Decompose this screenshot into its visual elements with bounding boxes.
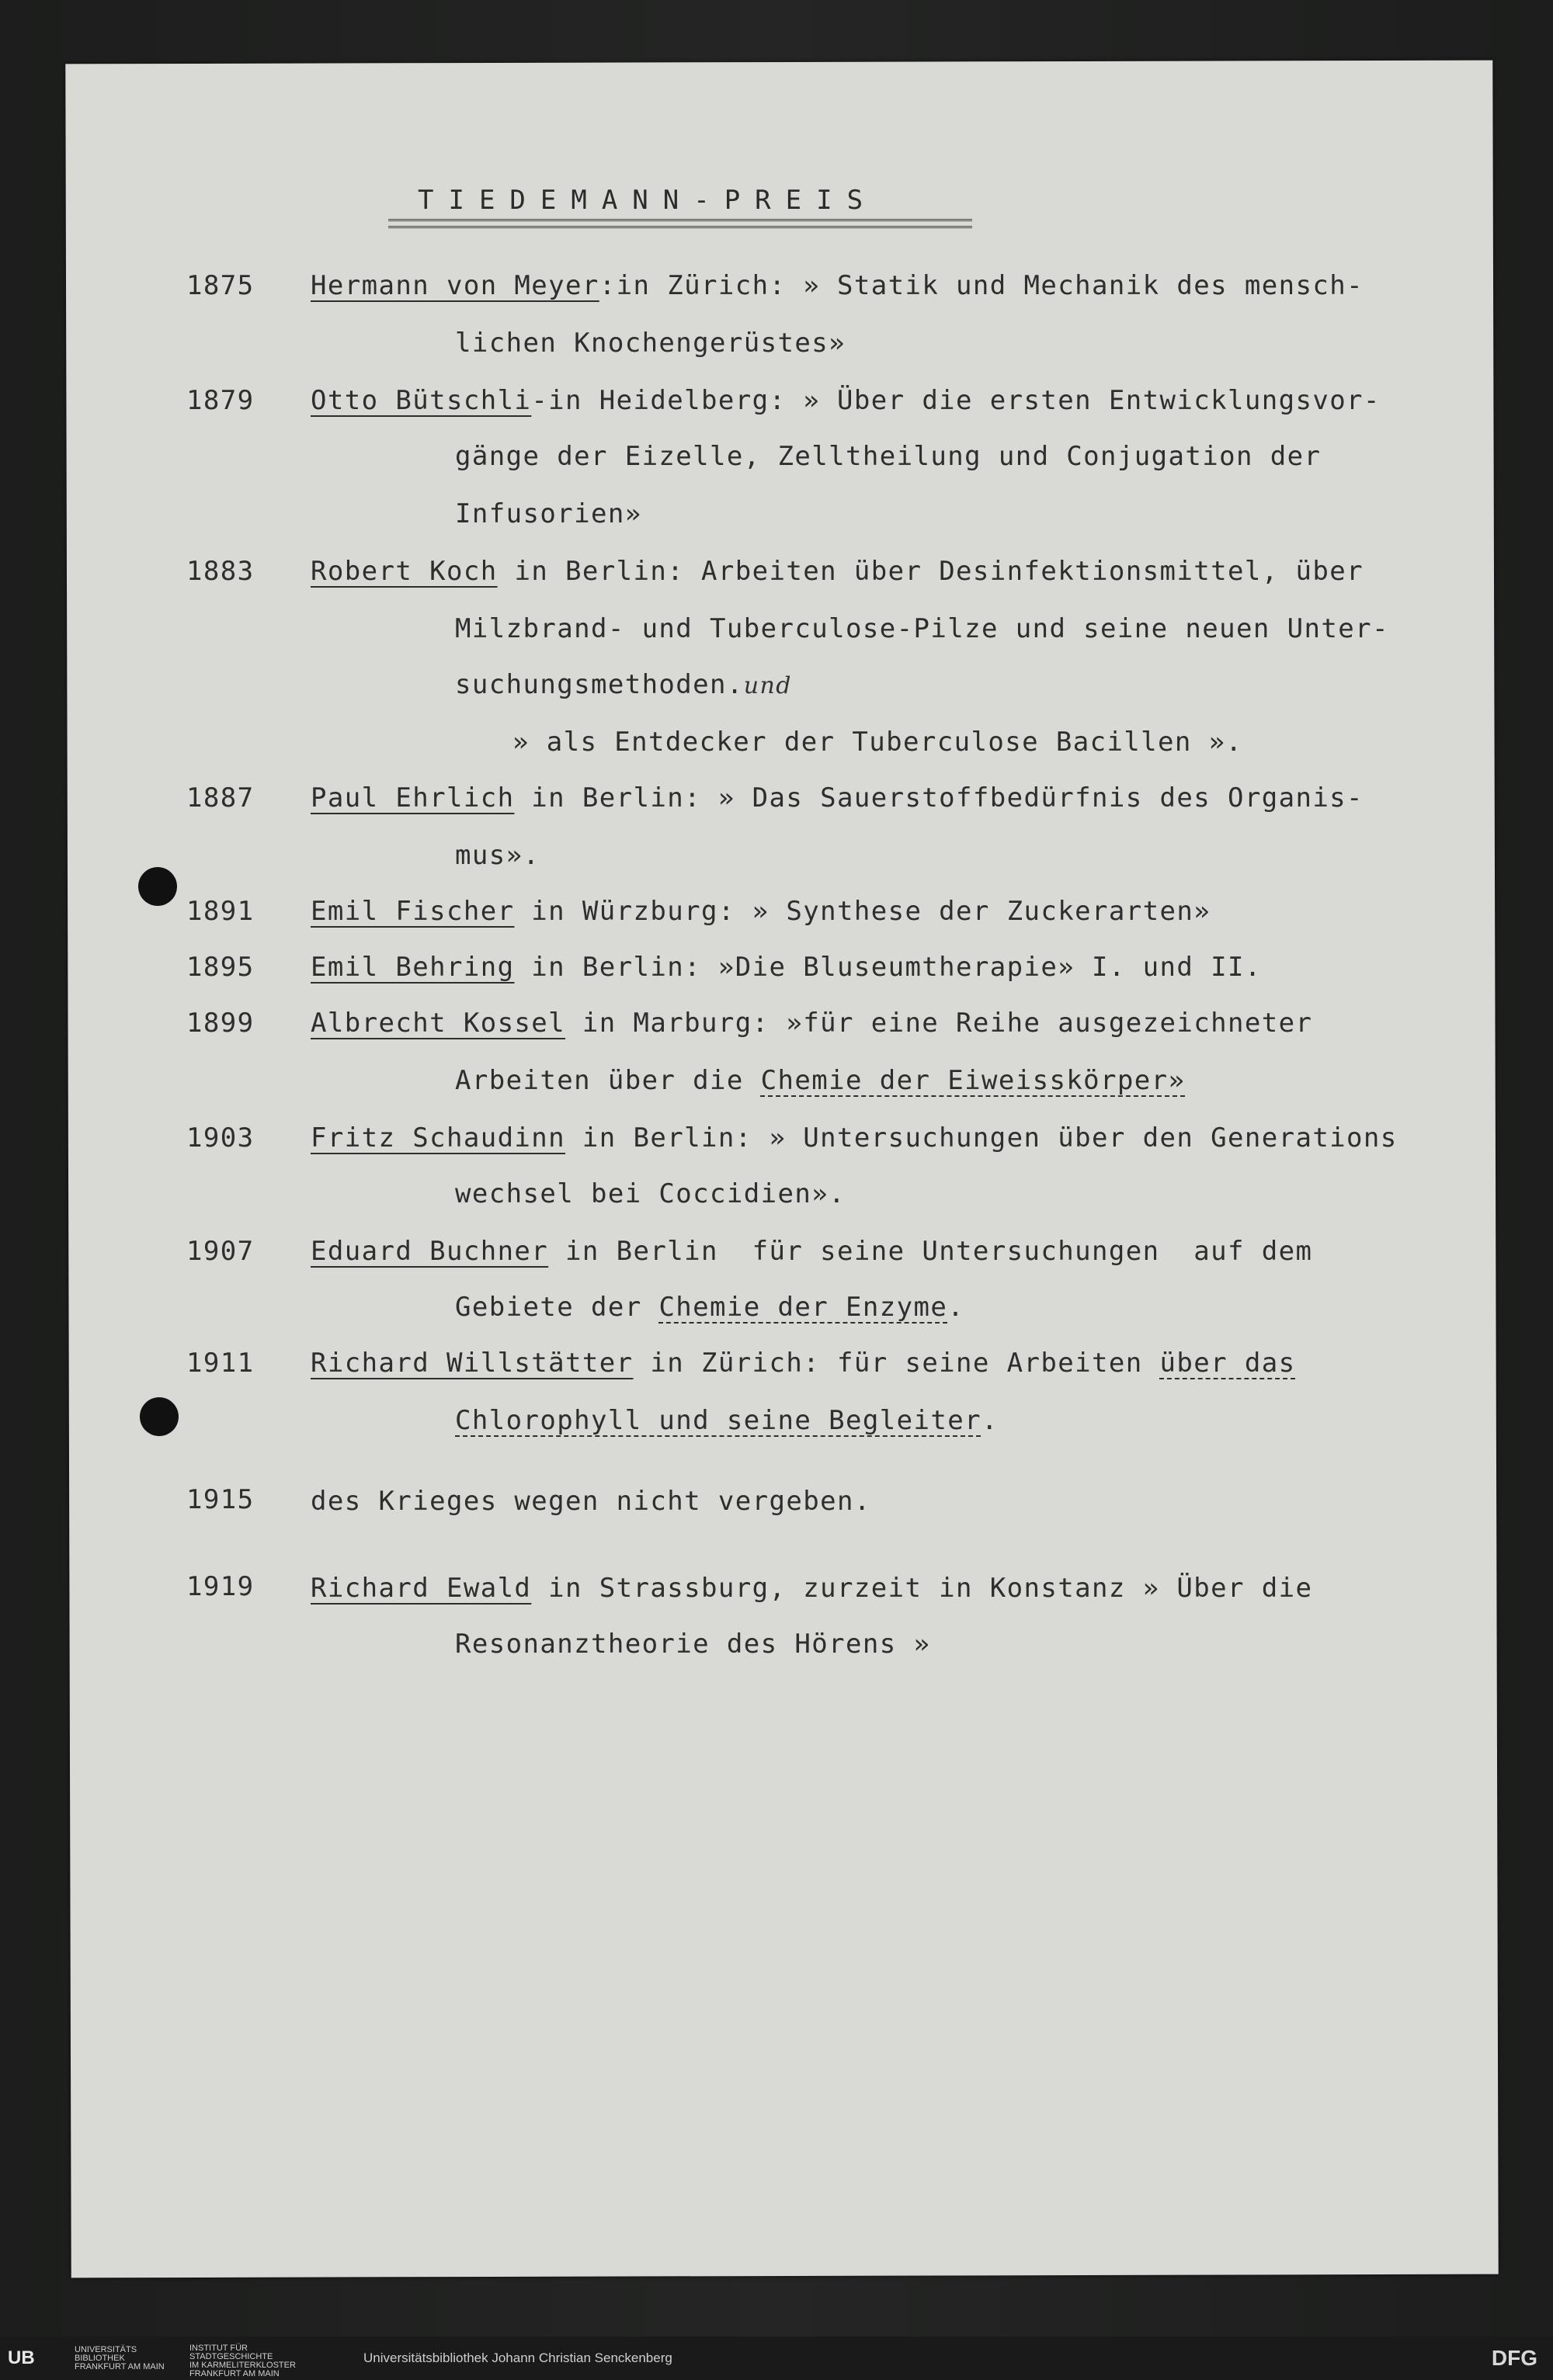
entry-1883-year: 1883 (186, 556, 255, 587)
entry-text: in Berlin: » Untersuchungen über den Generations (565, 1122, 1398, 1154)
entry-1899-year: 1899 (186, 1008, 255, 1039)
entry-1903-year: 1903 (186, 1122, 255, 1154)
entry-1895-line1 (311, 952, 1262, 983)
inst-line: IM KARMELITERKLOSTER (189, 2361, 296, 2370)
entry-1875-year: 1875 (186, 270, 255, 301)
entry-1879-year: 1879 (186, 385, 255, 416)
entry-text: in Berlin: »Die Bluseumtherapie» I. und II. (514, 952, 1262, 983)
laureate-name: Hermann von Meyer (311, 270, 599, 301)
laureate-name: Albrecht Kossel (311, 1008, 566, 1039)
ub-line: FRANKFURT AM MAIN (75, 2362, 165, 2371)
entry-1915-year: 1915 (186, 1484, 255, 1515)
entry-text: suchungsmethoden. (455, 669, 744, 700)
laureate-name: Paul Ehrlich (311, 782, 515, 814)
underlined-topic: Chlorophyll und seine Begleiter (455, 1405, 981, 1436)
laureate-name: Richard Ewald (311, 1573, 532, 1604)
entry-1875-line2: lichen Knochengerüstes» (455, 328, 846, 359)
entry-1879-line1 (311, 385, 1381, 416)
entry-text: Gebiete der (455, 1292, 659, 1323)
inst-line: STADTGESCHICHTE (189, 2352, 273, 2361)
entry-text: :in Zürich: » Statik und Mechanik des mensch- (599, 270, 1364, 301)
entry-1903-line1 (311, 1122, 1398, 1154)
entry-1887-year: 1887 (186, 782, 255, 814)
inst-line: FRANKFURT AM MAIN (189, 2369, 280, 2378)
punch-hole-top (138, 867, 177, 906)
entry-1907-line2 (455, 1292, 964, 1323)
underlined-topic: Chemie der Eiweisskörper» (760, 1065, 1186, 1096)
dfg-logo: DFG (1491, 2346, 1537, 2370)
entry-1883-line3 (455, 669, 792, 702)
entry-text: in Strassburg, zurzeit in Konstanz » Über die (531, 1573, 1313, 1604)
laureate-name: Emil Behring (311, 952, 515, 983)
entry-text: in Berlin: Arbeiten über Desinfektionsmittel, über (497, 556, 1364, 587)
entry-text: in Berlin: » Das Sauerstoffbedürfnis des Organis- (514, 782, 1364, 814)
footer-bar (0, 2337, 1553, 2380)
entry-1899-line1 (311, 1008, 1312, 1039)
entry-1911-line2 (455, 1405, 999, 1436)
entry-1883-line1 (311, 556, 1364, 587)
entry-1919-line1 (311, 1573, 1312, 1604)
inst-line: INSTITUT FÜR (189, 2344, 248, 2353)
ub-library-name (75, 2346, 165, 2371)
entry-1895-year: 1895 (186, 952, 255, 983)
entry-1907-line1 (311, 1236, 1312, 1267)
footer-library-credit: Universitätsbibliothek Johann Christian Senckenberg (363, 2351, 672, 2365)
institute-name (189, 2344, 296, 2378)
entry-1879-line3: Infusorien» (455, 498, 642, 529)
laureate-name: Richard Willstätter (311, 1348, 634, 1379)
entry-1907-year: 1907 (186, 1236, 255, 1267)
punch-hole-bottom (140, 1397, 179, 1436)
entry-1875-line1 (311, 270, 1364, 301)
laureate-name: Emil Fischer (311, 896, 515, 927)
entry-1919-year: 1919 (186, 1571, 255, 1602)
entry-text: . (947, 1292, 965, 1323)
ub-logo: UB (8, 2347, 35, 2368)
title-double-rule (388, 219, 972, 228)
entry-1911-year: 1911 (186, 1348, 255, 1379)
underlined-topic: Chemie der Enzyme (658, 1292, 948, 1323)
entry-1891-line1 (311, 896, 1211, 927)
entry-1879-line2: gänge der Eizelle, Zelltheilung und Conjugation der (455, 441, 1322, 472)
entry-1911-line1 (311, 1348, 1295, 1379)
laureate-name: Otto Bütschli (311, 385, 532, 416)
entry-text: Arbeiten über die (455, 1065, 761, 1096)
entry-text: -in Heidelberg: » Über die ersten Entwicklungsvor- (531, 385, 1381, 416)
entry-1915-line1: des Krieges wegen nicht vergeben. (311, 1486, 871, 1517)
entry-1883-line2: Milzbrand- und Tuberculose-Pilze und seine neuen Unter- (455, 613, 1389, 644)
entry-1919-line2: Resonanztheorie des Hörens » (455, 1629, 931, 1660)
entry-text: in Marburg: »für eine Reihe ausgezeichneter (565, 1008, 1313, 1039)
underlined-topic: über das (1159, 1348, 1296, 1379)
ub-line: BIBLIOTHEK (75, 2354, 125, 2363)
laureate-name: Fritz Schaudinn (311, 1122, 566, 1154)
entry-text: in Zürich: für seine Arbeiten (633, 1348, 1160, 1379)
entry-text: . (981, 1405, 999, 1436)
laureate-name: Robert Koch (311, 556, 498, 587)
document-title: TIEDEMANN-PREIS (418, 185, 878, 216)
entry-1899-line2 (455, 1065, 1185, 1096)
entry-1883-line4: » als Entdecker der Tuberculose Bacillen ». (512, 727, 1243, 758)
entry-1903-line2: wechsel bei Coccidien». (455, 1178, 846, 1209)
entry-1887-line1 (311, 782, 1364, 814)
entry-text: in Würzburg: » Synthese der Zuckerarten» (514, 896, 1211, 927)
ub-line: UNIVERSITÄTS (75, 2345, 137, 2354)
entry-text: in Berlin für seine Untersuchungen auf dem (548, 1236, 1313, 1267)
entry-1891-year: 1891 (186, 896, 255, 927)
laureate-name: Eduard Buchner (311, 1236, 549, 1267)
entry-1887-line2: mus». (455, 840, 540, 871)
handwritten-insertion: und (743, 672, 792, 699)
